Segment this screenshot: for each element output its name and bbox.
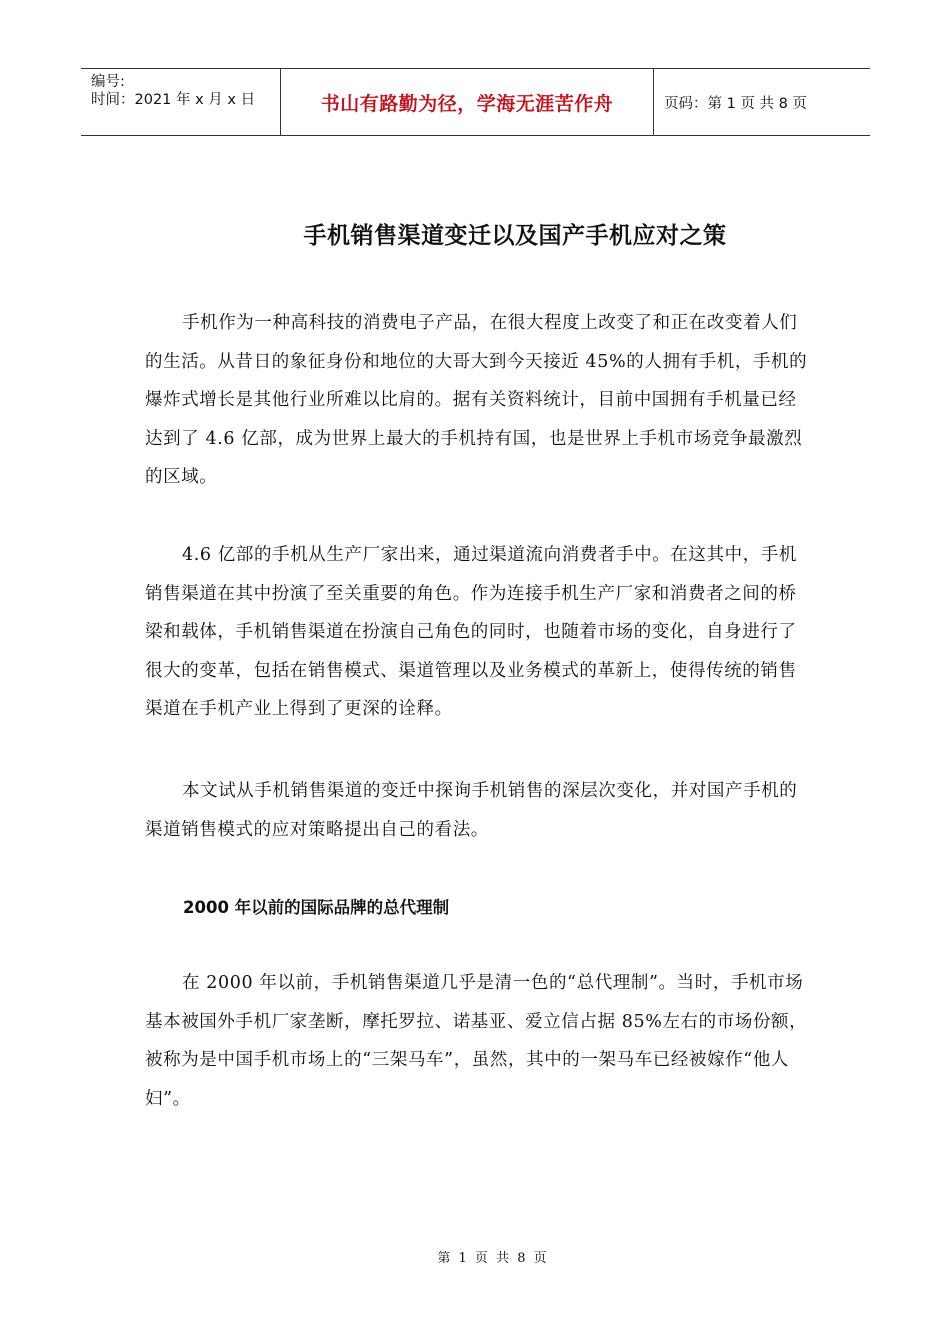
document-title: 手机销售渠道变迁以及国产手机应对之策 (303, 223, 727, 249)
body-paragraph-1: 手机作为一种高科技的消费电子产品，在很大程度上改变了和正在改变着人们的生活。从昔日的象征身份和地位的大哥大到今天接近 45%的人拥有手机，手机的爆炸式增长是其他行业所难以比肩的。据有关资料统计，目前中国拥有手机量已经达到了 4.6 亿部，成为世界上最大的手机持有国，也是世界上手机市场竞争最激烈的区域。 (145, 313, 808, 487)
header-motto-text: 书山有路勤为径，学海无涯苦作舟 (320, 92, 614, 115)
header-number-label: 编号: (91, 74, 125, 90)
header-page-info (654, 69, 870, 135)
body-paragraph-2: 4.6 亿部的手机从生产厂家出来，通过渠道流向消费者手中。在这其中，手机销售渠道在其中扮演了至关重要的角色。作为连接手机生产厂家和消费者之间的桥梁和载体，手机销售渠道在扮演自己角色的同时，也随着市场的变化，自身进行了很大的变革，包括在销售模式、渠道管理以及业务模式的革新上，使得传统的销售渠道在手机产业上得到了更深的诠释。 (145, 545, 797, 719)
section-heading: 2000 年以前的国际品牌的总代理制 (183, 898, 450, 917)
document-header (81, 68, 870, 136)
header-time-label: 时间：2021 年 x 月 x 日 (91, 92, 256, 108)
section-paragraph: 在 2000 年以前，手机销售渠道几乎是清一色的“总代理制”。当时，手机市场基本被国外手机厂家垄断，摩托罗拉、诺基亚、爱立信占据 85%左右的市场份额，被称为是中国手机市场上的“三架马车”，虽然，其中的一架马车已经被嫁作“他人妇”。 (145, 973, 808, 1109)
page-footer: 第 1 页 共 8 页 (437, 1251, 549, 1266)
header-page-info-text: 页码：第 1 页 共 8 页 (664, 95, 807, 112)
header-motto (281, 69, 654, 135)
body-paragraph-3: 本文试从手机销售渠道的变迁中探询手机销售的深层次变化，并对国产手机的渠道销售模式的应对策略提出自己的看法。 (145, 781, 798, 840)
header-meta (81, 69, 281, 135)
